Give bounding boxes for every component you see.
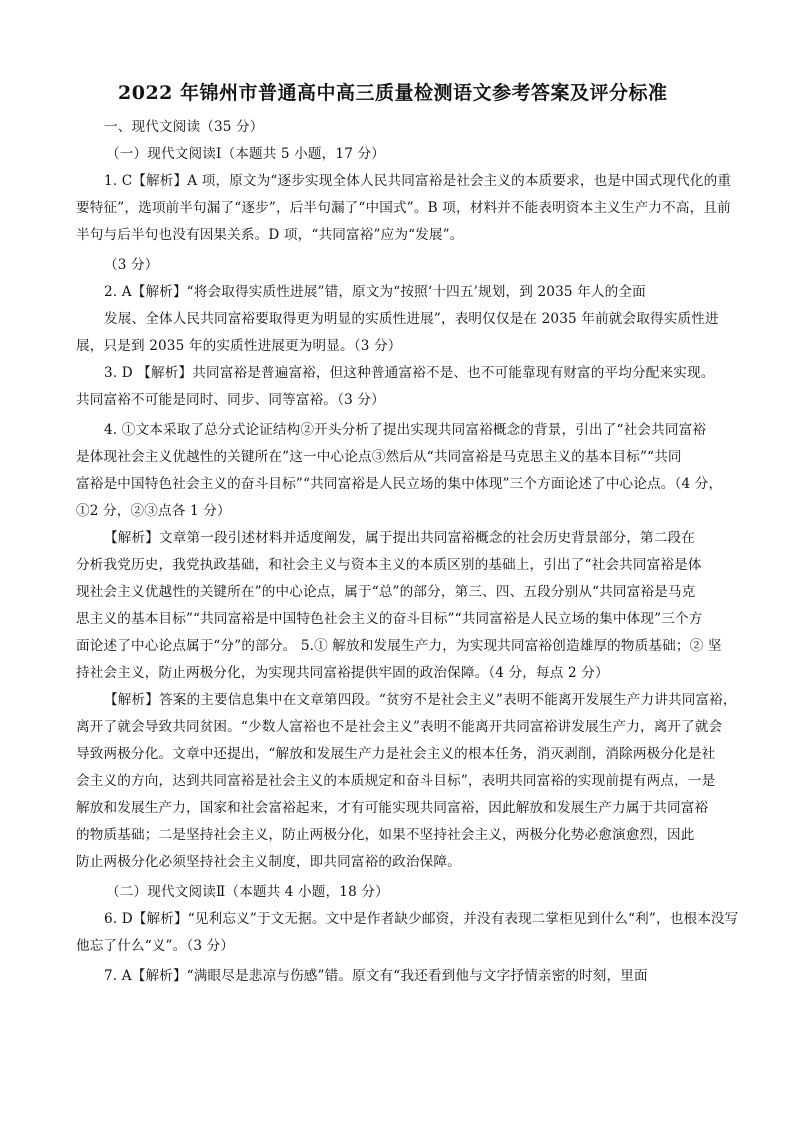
answer-text-line: 要特征”，选项前半句漏了“逐步”，后半句漏了“中国式”。B 项，材料并不能表明资本主义生产力不高，且前 [76,200,731,216]
answer-text-line: 展，只是到 2035 年的实质性进展更为明显。（3 分） [76,338,402,354]
analysis-text-line: 分析我党历史，我党执政基础，和社会主义与资本主义的本质区别的基础上，引出了“社会共同富裕是体 [76,557,702,573]
answer-text-line: 3. D 【解析】共同富裕是普遍富裕，但这种普通富裕不是、也不可能靠现有财富的平均分配来实现。 [104,365,715,381]
analysis-text-line: 解放和发展生产力，国家和社会富裕起来，才有可能实现共同富裕，因此解放和发展生产力属于共同富裕 [76,800,709,816]
answer-score: （3 分） [104,257,159,273]
section-heading: 一、现代文阅读（35 分） [104,119,264,135]
analysis-text-line: 【解析】文章第一段引述材料并适度阐发，属于提出共同富裕概念的社会历史背景部分，第二段在 [104,530,695,546]
analysis-text-line: 离开了就会导致共同贫困。“少数人富裕也不是社会主义”表明不能离开共同富裕讲发展生产力，离开了就会 [76,719,723,735]
answer-text-line: 7. A【解析】“满眼尽是悲凉与伤感”错。原文有“我还看到他与文字抒情亲密的时刻，里面 [104,968,648,984]
analysis-text-line: 思主义的基本目标”“共同富裕是中国特色社会主义的奋斗目标”“共同富裕是人民立场的集中体现”三个方 [76,611,703,627]
analysis-text-line: 防止两极分化必须坚持社会主义制度，即共同富裕的政治保障。 [76,854,461,870]
answer-text-line: 4. ①文本采取了总分式论证结构②开头分析了提出实现共同富裕概念的背景，引出了“社会共同富裕 [104,422,707,438]
analysis-text-line: 面论述了中心论点属于“分”的部分。 5.① 解放和发展生产力，为实现共同富裕创造雄厚的物质基础；② 坚 [76,638,722,654]
document-title: 2022 年锦州市普通高中高三质量检测语文参考答案及评分标准 [118,82,668,104]
answer-text-line: 他忘了什么“义”。（3 分） [76,938,235,954]
answer-text-line: 6. D【解析】“见利忘义”于文无据。文中是作者缺少邮资，并没有表现二掌柜见到什么“利”，也根本没写 [104,911,739,927]
answer-text-line: ①2 分，②③点各 1 分） [76,503,231,519]
answer-text-line: 发展、全体人民共同富裕要取得更为明显的实质性进展”，表明仅仅是在 2035 年前就会取得实质性进 [104,311,719,327]
analysis-text-line: 【解析】答案的主要信息集中在文章第四段。“贫穷不是社会主义”表明不能离开发展生产力讲共同富裕， [104,692,737,708]
subsection-heading: （一）现代文阅读Ⅰ（本题共 5 小题，17 分） [106,146,385,162]
answer-text-line: 是体现社会主义优越性的关键所在”这一中心论点③然后从“共同富裕是马克思主义的基本目标”“共同 [76,449,682,465]
answer-text-line: 1. C【解析】A 项，原文为“逐步实现全体人民共同富裕是社会主义的本质要求，也是中国式现代化的重 [104,173,732,189]
answer-text-line: 2. A【解析】“将会取得实质性进展”错，原文为“按照‘十四五’规划，到 2035 年人的全面 [104,284,646,300]
answer-text-line: 半句与后半句也没有因果关系。D 项，“共同富裕”应为“发展”。 [76,227,464,243]
analysis-text-line: 持社会主义，防止两极分化，为实现共同富裕提供牢固的政治保障。（4 分，每点 2 分） [76,665,609,681]
analysis-text-line: 会主义的方向，达到共同富裕是社会主义的本质规定和奋斗目标”，表明共同富裕的实现前提有两点，一是 [76,773,716,789]
answer-text-line: 富裕是中国特色社会主义的奋斗目标”“共同富裕是人民立场的集中体现”三个方面论述了中心论点。（4 分， [76,476,723,492]
analysis-text-line: 现社会主义优越性的关键所在”的中心论点，属于“总”的部分，第三、四、五段分别从“共同富裕是马克 [76,584,696,600]
subsection-heading: （二）现代文阅读Ⅱ（本题共 4 小题，18 分） [106,884,389,900]
answer-text-line: 共同富裕不可能是同时、同步、同等富裕。（3 分） [76,392,385,408]
analysis-text-line: 的物质基础；二是坚持社会主义，防止两极分化，如果不坚持社会主义，两极分化势必愈演愈烈，因此 [76,827,695,843]
analysis-text-line: 导致两极分化。文章中还提出，“解放和发展生产力是社会主义的根本任务，消灭剥削，消除两极分化是社 [76,746,716,762]
